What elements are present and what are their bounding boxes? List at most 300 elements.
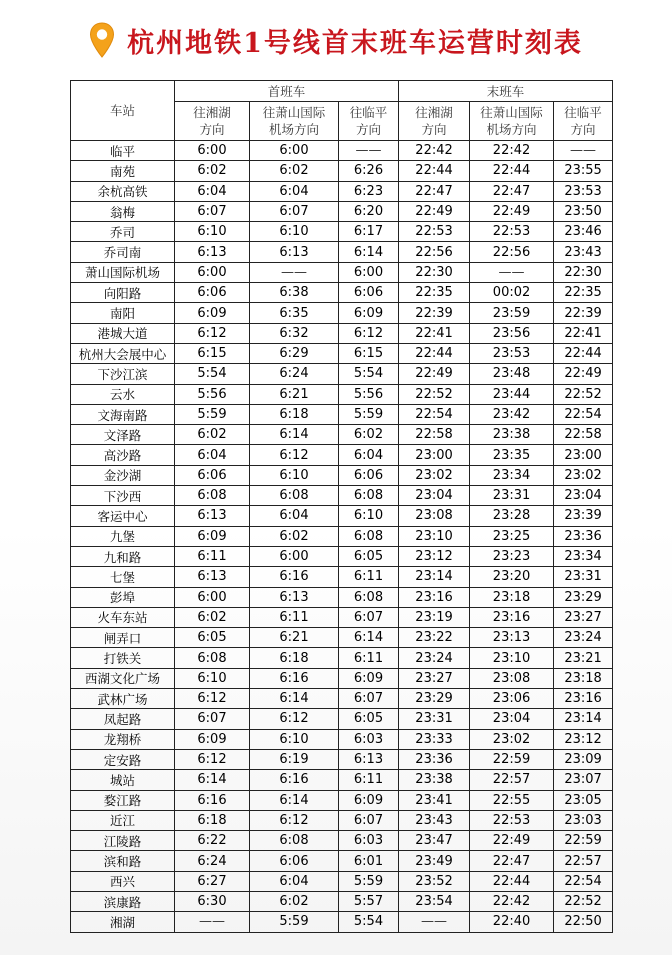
time-cell: 6:12	[175, 323, 250, 343]
table-row	[71, 891, 613, 911]
station-cell: 闸弄口	[71, 628, 175, 648]
time-cell: 23:27	[399, 668, 470, 688]
direction-line: 机场方向	[268, 122, 319, 137]
time-cell: 00:02	[470, 283, 554, 303]
time-cell: 22:53	[399, 222, 470, 242]
time-cell: 6:16	[250, 770, 339, 790]
station-cell: 定安路	[71, 749, 175, 769]
time-cell: 22:49	[470, 831, 554, 851]
time-cell: 6:27	[175, 871, 250, 891]
direction-line: 往萧山国际	[480, 105, 543, 120]
table-row	[71, 222, 613, 242]
station-cell: 武林广场	[71, 689, 175, 709]
table-row	[71, 790, 613, 810]
time-cell: 22:39	[399, 303, 470, 323]
time-cell: 6:02	[175, 607, 250, 627]
time-cell: 6:18	[175, 810, 250, 830]
time-cell: 23:31	[399, 709, 470, 729]
station-cell: 江陵路	[71, 831, 175, 851]
time-cell: 22:58	[399, 425, 470, 445]
time-cell: 22:42	[470, 891, 554, 911]
station-cell: 云水	[71, 384, 175, 404]
station-cell: 婺江路	[71, 790, 175, 810]
time-cell: 22:54	[554, 404, 613, 424]
time-cell: 23:05	[554, 790, 613, 810]
time-cell: 6:02	[250, 526, 339, 546]
time-cell: 22:47	[470, 851, 554, 871]
direction-line: 往临平	[564, 105, 602, 120]
time-cell: 23:56	[470, 323, 554, 343]
time-cell: 23:54	[399, 891, 470, 911]
time-cell: 5:54	[339, 912, 399, 932]
station-cell: 乔司南	[71, 242, 175, 262]
time-cell: 6:13	[175, 506, 250, 526]
time-cell: 23:31	[554, 567, 613, 587]
time-cell: 6:24	[250, 364, 339, 384]
time-cell: 23:38	[470, 425, 554, 445]
time-cell: 22:41	[554, 323, 613, 343]
time-cell: 6:07	[339, 689, 399, 709]
direction-line: 往萧山国际	[262, 105, 326, 120]
time-cell: 6:09	[339, 668, 399, 688]
time-cell: 6:10	[339, 506, 399, 526]
time-cell: 22:35	[399, 283, 470, 303]
time-cell: 6:08	[175, 648, 250, 668]
time-cell: 22:35	[554, 283, 613, 303]
time-cell: 23:02	[554, 465, 613, 485]
time-cell: 6:09	[339, 790, 399, 810]
time-cell: 6:06	[175, 283, 250, 303]
time-cell: 6:00	[175, 262, 250, 282]
time-cell: 6:10	[175, 668, 250, 688]
time-cell: 6:12	[175, 689, 250, 709]
time-cell: 6:00	[339, 262, 399, 282]
time-cell: 23:53	[470, 343, 554, 363]
time-cell: 23:27	[554, 607, 613, 627]
time-cell: 23:28	[470, 506, 554, 526]
time-cell: 6:00	[175, 141, 250, 161]
time-cell: 22:44	[399, 161, 470, 181]
time-cell: 22:54	[399, 404, 470, 424]
station-cell: 文海南路	[71, 404, 175, 424]
time-cell: 23:18	[470, 587, 554, 607]
time-cell: 23:23	[470, 546, 554, 566]
time-cell: 23:09	[554, 749, 613, 769]
time-cell: 6:12	[250, 810, 339, 830]
table-row	[71, 323, 613, 343]
station-cell: 西湖文化广场	[71, 668, 175, 688]
station-cell: 凤起路	[71, 709, 175, 729]
station-cell: 金沙湖	[71, 465, 175, 485]
time-cell: 6:15	[175, 343, 250, 363]
table-row	[71, 912, 613, 932]
table-row	[71, 546, 613, 566]
direction-line: 方向	[570, 122, 596, 137]
time-cell: 23:16	[470, 607, 554, 627]
time-cell: 6:03	[339, 729, 399, 749]
time-cell: 6:12	[250, 709, 339, 729]
time-cell: 6:18	[250, 404, 339, 424]
time-cell: 23:59	[470, 303, 554, 323]
time-cell: 22:42	[399, 141, 470, 161]
time-cell: 23:08	[470, 668, 554, 688]
table-row	[71, 201, 613, 221]
time-cell: 23:48	[470, 364, 554, 384]
page-title: 杭州地铁1号线首末班车运营时刻表	[127, 27, 583, 59]
time-cell: 23:04	[470, 709, 554, 729]
direction-header	[175, 102, 250, 141]
map-pin-icon	[89, 22, 115, 58]
time-cell: 6:32	[250, 323, 339, 343]
time-cell: 6:22	[175, 831, 250, 851]
time-cell: 22:58	[554, 425, 613, 445]
station-cell: 火车东站	[71, 607, 175, 627]
table-row	[71, 404, 613, 424]
time-cell: 22:52	[554, 891, 613, 911]
time-cell: 6:08	[175, 486, 250, 506]
time-cell: 23:12	[554, 729, 613, 749]
time-cell: 23:39	[554, 506, 613, 526]
time-cell: 22:52	[399, 384, 470, 404]
time-cell: 6:14	[250, 790, 339, 810]
time-cell: 23:06	[470, 689, 554, 709]
direction-line: 机场方向	[486, 122, 537, 137]
time-cell: 23:14	[399, 567, 470, 587]
time-cell: 6:05	[339, 546, 399, 566]
station-cell: 客运中心	[71, 506, 175, 526]
table-row	[71, 648, 613, 668]
time-cell: 23:43	[554, 242, 613, 262]
time-cell: 6:08	[339, 526, 399, 546]
time-cell: ——	[399, 912, 470, 932]
table-row	[71, 283, 613, 303]
time-cell: 6:07	[175, 709, 250, 729]
last-train-header: 末班车	[399, 81, 613, 102]
direction-line: 往湘湖	[193, 105, 231, 120]
station-cell: 打铁关	[71, 648, 175, 668]
time-cell: 6:11	[250, 607, 339, 627]
time-cell: 22:47	[470, 181, 554, 201]
time-cell: 6:10	[250, 465, 339, 485]
station-cell: 高沙路	[71, 445, 175, 465]
time-cell: 6:06	[250, 851, 339, 871]
time-cell: 23:38	[399, 770, 470, 790]
time-cell: 5:59	[175, 404, 250, 424]
time-cell: 23:16	[554, 689, 613, 709]
station-cell: 滨和路	[71, 851, 175, 871]
time-cell: 23:29	[399, 689, 470, 709]
time-cell: 6:19	[250, 749, 339, 769]
table-row	[71, 831, 613, 851]
time-cell: 6:07	[175, 201, 250, 221]
time-cell: 23:03	[554, 810, 613, 830]
time-cell: 22:41	[399, 323, 470, 343]
direction-line: 方向	[421, 122, 447, 137]
table-row	[71, 871, 613, 891]
time-cell: 6:03	[339, 831, 399, 851]
time-cell: 5:59	[339, 404, 399, 424]
table-row	[71, 526, 613, 546]
table-row	[71, 587, 613, 607]
time-cell: 22:30	[554, 262, 613, 282]
time-cell: 23:50	[554, 201, 613, 221]
time-cell: 6:11	[339, 648, 399, 668]
station-cell: 临平	[71, 141, 175, 161]
timetable	[70, 80, 612, 933]
station-cell: 杭州大会展中心	[71, 343, 175, 363]
table-row	[71, 567, 613, 587]
station-cell: 彭埠	[71, 587, 175, 607]
time-cell: 6:13	[175, 567, 250, 587]
table-row	[71, 770, 613, 790]
time-cell: 22:42	[470, 141, 554, 161]
time-cell: 22:49	[470, 201, 554, 221]
station-cell: 湘湖	[71, 912, 175, 932]
time-cell: 6:05	[339, 709, 399, 729]
time-cell: 22:44	[470, 871, 554, 891]
table-row	[71, 810, 613, 830]
time-cell: ——	[250, 262, 339, 282]
table-row	[71, 181, 613, 201]
time-cell: 6:04	[175, 445, 250, 465]
time-cell: 6:09	[175, 526, 250, 546]
time-cell: 22:57	[554, 851, 613, 871]
time-cell: 6:26	[339, 161, 399, 181]
time-cell: 23:47	[399, 831, 470, 851]
time-cell: 6:14	[250, 689, 339, 709]
time-cell: 22:44	[399, 343, 470, 363]
table-row	[71, 749, 613, 769]
time-cell: 6:38	[250, 283, 339, 303]
time-cell: ——	[339, 141, 399, 161]
time-cell: 23:22	[399, 628, 470, 648]
time-cell: 23:21	[554, 648, 613, 668]
station-header: 车站	[71, 81, 175, 141]
time-cell: 23:13	[470, 628, 554, 648]
title-row	[0, 0, 672, 80]
time-cell: 23:35	[470, 445, 554, 465]
time-cell: 22:49	[554, 364, 613, 384]
time-cell: 6:02	[175, 161, 250, 181]
time-cell: 6:24	[175, 851, 250, 871]
time-cell: 6:13	[175, 242, 250, 262]
table-row	[71, 364, 613, 384]
table-row	[71, 303, 613, 323]
station-cell: 翁梅	[71, 201, 175, 221]
time-cell: 6:13	[339, 749, 399, 769]
time-cell: 6:12	[339, 323, 399, 343]
time-cell: 23:36	[399, 749, 470, 769]
time-cell: 6:14	[250, 425, 339, 445]
time-cell: 23:53	[554, 181, 613, 201]
table-row	[71, 689, 613, 709]
table-row	[71, 729, 613, 749]
time-cell: 23:19	[399, 607, 470, 627]
time-cell: 6:04	[250, 181, 339, 201]
time-cell: 6:11	[339, 770, 399, 790]
table-row	[71, 262, 613, 282]
time-cell: 6:21	[250, 628, 339, 648]
station-cell: 文泽路	[71, 425, 175, 445]
time-cell: ——	[470, 262, 554, 282]
time-cell: 23:41	[399, 790, 470, 810]
time-cell: 23:18	[554, 668, 613, 688]
station-cell: 港城大道	[71, 323, 175, 343]
station-cell: 下沙西	[71, 486, 175, 506]
time-cell: ——	[554, 141, 613, 161]
time-cell: 6:16	[175, 790, 250, 810]
table-header	[71, 81, 613, 141]
time-cell: 22:59	[554, 831, 613, 851]
station-cell: 龙翔桥	[71, 729, 175, 749]
time-cell: 23:34	[470, 465, 554, 485]
table-body	[71, 141, 613, 933]
station-cell: 七堡	[71, 567, 175, 587]
time-cell: 23:25	[470, 526, 554, 546]
table-row	[71, 425, 613, 445]
time-cell: 22:52	[554, 384, 613, 404]
time-cell: 22:44	[470, 161, 554, 181]
time-cell: 23:33	[399, 729, 470, 749]
direction-header	[554, 102, 613, 141]
time-cell: 6:10	[250, 222, 339, 242]
station-cell: 滨康路	[71, 891, 175, 911]
direction-header	[250, 102, 339, 141]
time-cell: 23:24	[399, 648, 470, 668]
station-cell: 向阳路	[71, 283, 175, 303]
table-row	[71, 709, 613, 729]
time-cell: 6:20	[339, 201, 399, 221]
time-cell: ——	[175, 912, 250, 932]
direction-header	[399, 102, 470, 141]
time-cell: 5:59	[250, 912, 339, 932]
time-cell: 23:34	[554, 546, 613, 566]
time-cell: 22:53	[470, 222, 554, 242]
time-cell: 23:29	[554, 587, 613, 607]
time-cell: 5:56	[175, 384, 250, 404]
station-cell: 近江	[71, 810, 175, 830]
time-cell: 5:57	[339, 891, 399, 911]
time-cell: 6:06	[339, 283, 399, 303]
time-cell: 23:55	[554, 161, 613, 181]
time-cell: 6:12	[175, 749, 250, 769]
station-cell: 下沙江滨	[71, 364, 175, 384]
time-cell: 6:07	[339, 810, 399, 830]
time-cell: 6:00	[250, 546, 339, 566]
direction-line: 方向	[356, 122, 382, 137]
station-cell: 九和路	[71, 546, 175, 566]
time-cell: 6:04	[175, 181, 250, 201]
time-cell: 6:02	[339, 425, 399, 445]
direction-line: 往临平	[349, 105, 388, 120]
time-cell: 23:04	[554, 486, 613, 506]
time-cell: 6:09	[339, 303, 399, 323]
time-cell: 22:49	[399, 201, 470, 221]
time-cell: 5:59	[339, 871, 399, 891]
table-row	[71, 668, 613, 688]
time-cell: 6:06	[175, 465, 250, 485]
station-cell: 城站	[71, 770, 175, 790]
time-cell: 23:24	[554, 628, 613, 648]
timetable-table	[70, 80, 613, 933]
time-cell: 5:56	[339, 384, 399, 404]
table-row	[71, 486, 613, 506]
time-cell: 23:10	[470, 648, 554, 668]
time-cell: 6:14	[339, 242, 399, 262]
time-cell: 6:02	[175, 425, 250, 445]
time-cell: 6:05	[175, 628, 250, 648]
time-cell: 22:50	[554, 912, 613, 932]
time-cell: 22:39	[554, 303, 613, 323]
time-cell: 23:36	[554, 526, 613, 546]
time-cell: 6:14	[175, 770, 250, 790]
time-cell: 23:16	[399, 587, 470, 607]
time-cell: 23:52	[399, 871, 470, 891]
table-row	[71, 141, 613, 161]
time-cell: 22:59	[470, 749, 554, 769]
station-cell: 南苑	[71, 161, 175, 181]
time-cell: 23:10	[399, 526, 470, 546]
table-row	[71, 445, 613, 465]
time-cell: 23:44	[470, 384, 554, 404]
time-cell: 6:21	[250, 384, 339, 404]
time-cell: 22:49	[399, 364, 470, 384]
time-cell: 6:04	[339, 445, 399, 465]
time-cell: 6:17	[339, 222, 399, 242]
time-cell: 6:14	[339, 628, 399, 648]
time-cell: 6:04	[250, 506, 339, 526]
time-cell: 23:02	[399, 465, 470, 485]
station-cell: 萧山国际机场	[71, 262, 175, 282]
time-cell: 23:04	[399, 486, 470, 506]
time-cell: 6:10	[250, 729, 339, 749]
time-cell: 23:14	[554, 709, 613, 729]
time-cell: 23:07	[554, 770, 613, 790]
time-cell: 6:16	[250, 567, 339, 587]
station-cell: 九堡	[71, 526, 175, 546]
table-row	[71, 465, 613, 485]
direction-line: 往湘湖	[415, 105, 453, 120]
time-cell: 6:08	[339, 486, 399, 506]
time-cell: 22:40	[470, 912, 554, 932]
time-cell: 22:56	[470, 242, 554, 262]
table-row	[71, 161, 613, 181]
table-row	[71, 607, 613, 627]
direction-line: 方向	[199, 122, 225, 137]
time-cell: 6:08	[339, 587, 399, 607]
time-cell: 6:11	[339, 567, 399, 587]
time-cell: 6:12	[250, 445, 339, 465]
time-cell: 6:08	[250, 831, 339, 851]
time-cell: 6:04	[250, 871, 339, 891]
time-cell: 22:53	[470, 810, 554, 830]
time-cell: 6:09	[175, 729, 250, 749]
time-cell: 22:56	[399, 242, 470, 262]
time-cell: 6:09	[175, 303, 250, 323]
station-cell: 西兴	[71, 871, 175, 891]
time-cell: 23:02	[470, 729, 554, 749]
time-cell: 6:23	[339, 181, 399, 201]
time-cell: 5:54	[175, 364, 250, 384]
time-cell: 23:08	[399, 506, 470, 526]
time-cell: 6:01	[339, 851, 399, 871]
time-cell: 6:11	[175, 546, 250, 566]
time-cell: 23:46	[554, 222, 613, 242]
time-cell: 6:16	[250, 668, 339, 688]
time-cell: 6:10	[175, 222, 250, 242]
time-cell: 6:18	[250, 648, 339, 668]
time-cell: 22:30	[399, 262, 470, 282]
